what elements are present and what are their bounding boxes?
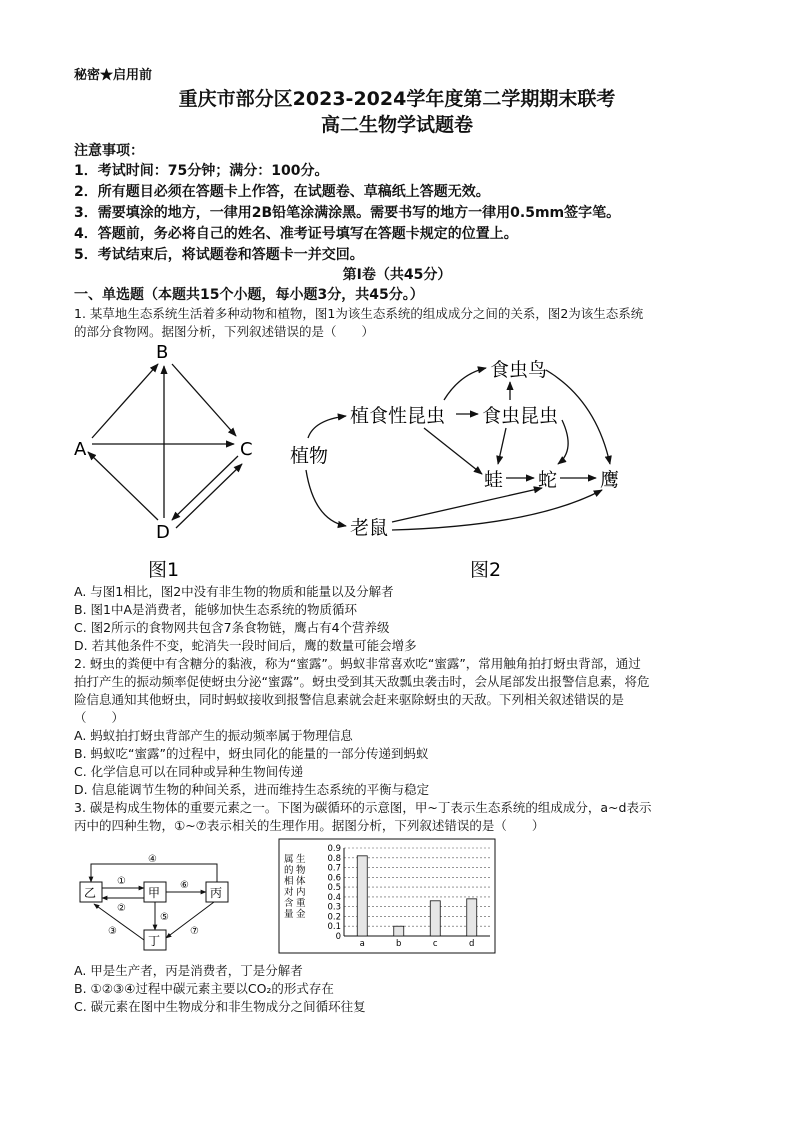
- cycle-label-5: ⑤: [160, 912, 169, 923]
- chart-ylabel-column: 生物体内重金: [296, 854, 306, 920]
- q3-option-c: C. 碳元素在图中生物成分和非生物成分之间循环往复: [74, 999, 366, 1014]
- fig1-node-a: A: [74, 439, 87, 460]
- chart-ylabel-column: 属的相对含量: [284, 854, 294, 920]
- cycle-label-3: ③: [108, 926, 117, 937]
- q2-option-b: B. 蚂蚁吃“蜜露”的过程中，蚜虫同化的能量的一部分传递到蚂蚁: [74, 746, 429, 761]
- chart-bar: [430, 901, 440, 936]
- cycle-node-bing: 丙: [210, 886, 223, 900]
- q2-stem: （ ）: [74, 710, 125, 725]
- cycle-label-2: ②: [117, 903, 126, 914]
- q3-stem: 3. 碳是构成生物体的重要元素之一。下图为碳循环的示意图，甲~丁表示生态系统的组成成分，a~d表示: [74, 800, 652, 815]
- q2-stem: 拍打产生的振动频率促使蚜虫分泌“蜜露”。蚜虫受到其天敌瓢虫袭击时，会从尾部发出报警信息素，将危: [74, 674, 650, 689]
- chart-ytick-label: 0.4: [327, 892, 341, 903]
- node-herbivorous-insect: 植食性昆虫: [350, 405, 446, 427]
- q3-stem: 丙中的四种生物，①~⑦表示相关的生理作用。据图分析，下列叙述错误的是（ ）: [74, 818, 545, 833]
- carbon-cycle-diagram: [74, 850, 274, 960]
- q2-option-d: D. 信息能调节生物的种间关系，进而维持生态系统的平衡与稳定: [74, 782, 430, 797]
- fig1-node-c: C: [240, 439, 253, 460]
- chart-ytick-label: 0.8: [327, 853, 341, 864]
- q2-stem: 2. 蚜虫的粪便中有含糖分的黏液，称为“蜜露”。蚂蚁非常喜欢吃“蜜露”，常用触角拍打蚜虫背部，通过: [74, 656, 641, 671]
- q3-option-b: B. ①②③④过程中碳元素主要以CO₂的形式存在: [74, 981, 334, 996]
- chart-bar: [394, 926, 404, 936]
- secret-label: 秘密★启用前: [74, 68, 153, 83]
- node-eagle: 鹰: [600, 469, 620, 491]
- chart-ytick-label: 0.5: [327, 883, 341, 894]
- exam-subtitle: 高二生物学试题卷: [320, 114, 473, 136]
- node-snake: 蛇: [538, 469, 558, 491]
- notice-item: 3．需要填涂的地方，一律用2B铅笔涂满涂黑。需要书写的地方一律用0.5mm签字笔。: [74, 205, 621, 221]
- cycle-node-ding: 丁: [148, 934, 161, 948]
- q1-option-a: A. 与图1相比，图2中没有非生物的物质和能量以及分解者: [74, 584, 394, 599]
- fig1-node-b: B: [156, 342, 169, 363]
- q1-stem: 的部分食物网。据图分析，下列叙述错误的是（ ）: [74, 324, 375, 339]
- cycle-node-jia: 甲: [148, 886, 161, 900]
- chart-xtick-label: a: [359, 939, 365, 949]
- chart-xtick-label: c: [432, 939, 438, 949]
- volume-title: 第Ⅰ卷（共45分）: [342, 267, 452, 283]
- node-insectivorous-insect: 食虫昆虫: [482, 405, 559, 427]
- chart-ytick-label: 0.9: [327, 844, 341, 854]
- chart-xtick-label: d: [469, 939, 475, 949]
- chart-bar: [467, 899, 477, 936]
- notice-item: 5．考试结束后，将试题卷和答题卡一并交回。: [74, 247, 364, 263]
- cycle-label-7: ⑦: [190, 926, 199, 937]
- notice-heading: 注意事项：: [74, 143, 144, 159]
- q1-option-c: C. 图2所示的食物网共包含7条食物链，鹰占有4个营养级: [74, 620, 390, 635]
- cycle-label-4: ④: [148, 854, 157, 865]
- chart-ytick-label: 0: [335, 932, 341, 942]
- q1-option-b: B. 图1中A是消费者，能够加快生态系统的物质循环: [74, 602, 358, 617]
- q2-option-c: C. 化学信息可以在同种或异种生物间传递: [74, 764, 304, 779]
- chart-ytick-label: 0.2: [327, 912, 341, 923]
- chart-ytick-label: 0.1: [327, 922, 341, 933]
- chart-ytick-label: 0.3: [327, 902, 341, 913]
- node-plant: 植物: [290, 445, 329, 467]
- heavy-metal-bar-chart: [278, 838, 496, 954]
- cycle-node-yi: 乙: [84, 886, 97, 900]
- fig1-caption: 图1: [148, 559, 180, 581]
- notice-item: 4．答题前，务必将自己的姓名、准考证号填写在答题卡规定的位置上。: [74, 226, 518, 242]
- node-mouse: 老鼠: [350, 517, 389, 539]
- q3-option-a: A. 甲是生产者，丙是消费者，丁是分解者: [74, 963, 303, 978]
- figure-1-diagram: [70, 338, 270, 586]
- chart-bar: [357, 856, 367, 936]
- chart-ytick-label: 0.6: [327, 873, 341, 884]
- chart-ytick-label: 0.7: [327, 863, 341, 874]
- q2-stem: 险信息通知其他蚜虫，同时蚂蚁接收到报警信息素就会赶来驱除蚜虫的天敌。下列相关叙述错误的是: [74, 692, 625, 707]
- exam-title: 重庆市部分区2023-2024学年度第二学期期末联考: [178, 88, 616, 110]
- node-frog: 蛙: [484, 469, 504, 491]
- q1-stem: 1. 某草地生态系统生活着多种动物和植物，图1为该生态系统的组成成分之间的关系，图2为该生态系统: [74, 306, 644, 321]
- notice-item: 2．所有题目必须在答题卡上作答，在试题卷、草稿纸上答题无效。: [74, 184, 490, 200]
- q2-option-a: A. 蚂蚁拍打蚜虫背部产生的振动频率属于物理信息: [74, 728, 353, 743]
- q1-option-d: D. 若其他条件不变，蛇消失一段时间后，鹰的数量可能会增多: [74, 638, 417, 653]
- notice-item: 1．考试时间：75分钟；满分：100分。: [74, 163, 329, 179]
- fig1-node-d: D: [156, 522, 170, 543]
- node-insectivorous-bird: 食虫鸟: [490, 359, 548, 381]
- cycle-label-1: ①: [117, 876, 126, 887]
- chart-xtick-label: b: [396, 939, 402, 949]
- section-title: 一、单选题（本题共15个小题，每小题3分，共45分。）: [74, 287, 424, 303]
- fig2-caption: 图2: [470, 559, 502, 581]
- cycle-label-6: ⑥: [180, 880, 189, 891]
- figure-2-food-web: [284, 340, 634, 586]
